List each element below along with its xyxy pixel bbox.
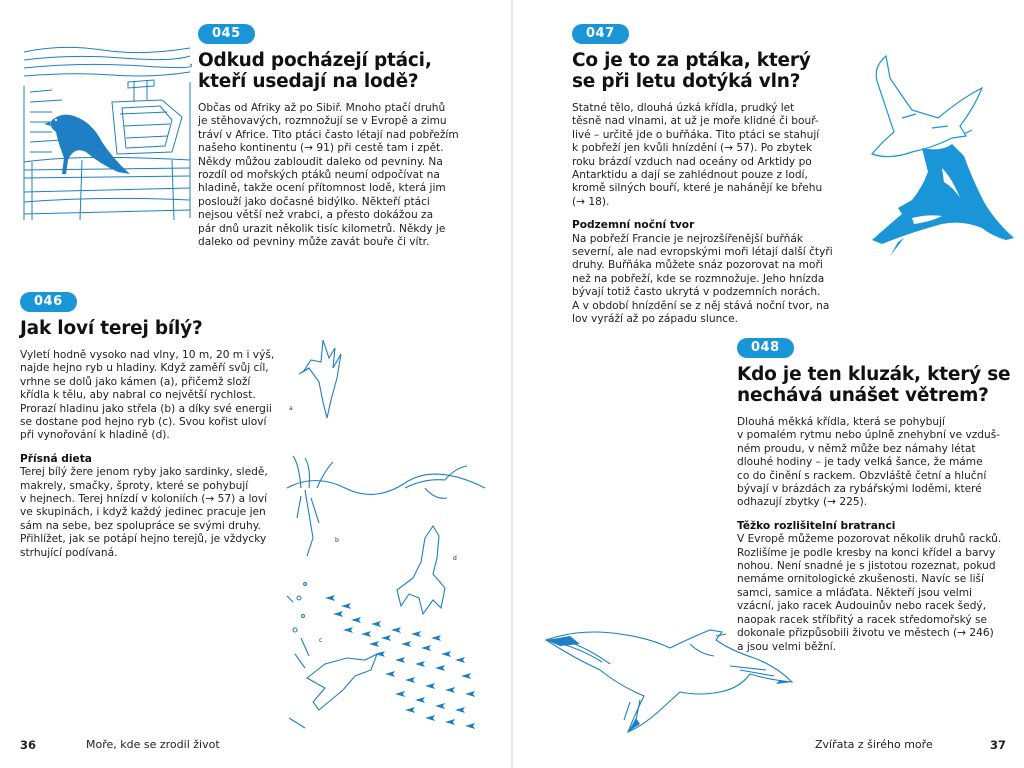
- subsection-heading: Přísná dieta: [20, 452, 92, 465]
- ship-bird-illustration: [22, 42, 192, 222]
- section-045: [198, 24, 498, 249]
- section-body: Vyletí hodně vysoko nad vlny, 10 m, 20 m i výš, najde hejno ryb u hladiny. Když zaměří svůj cíl, vrhne se dolů jako kámen (a), přičemž složí křídla k tělu, aby nabral co největší rychlost. Prorazí hladinu jako střela (b) a díky své energii se dostane pod hejno ryb (c). Svou kořist uloví při vynořování k hladině (d).: [20, 349, 275, 442]
- section-047: [572, 24, 842, 327]
- question-title: Co je to za ptáka, který se při letu dotýká vln?: [572, 50, 811, 92]
- page-number-left: 36: [20, 738, 37, 752]
- subsection-heading: Těžko rozlišitelní bratranci: [737, 519, 896, 532]
- gull-illustration: [540, 608, 800, 738]
- subsection-body: V Evropě můžeme pozorovat několik druhů racků. Rozlišíme je podle kresby na konci křídel a barvy nohou. Není snadné je s jistotou rozeznat, pokud nemáme ornitologické zkušenosti. Navíc se liší samci, samice a mláďata. Někteří jsou velmi vzácní, jako racek Audouinův nebo racek šedý, naopak racek stříbřitý a racek středomořský se dokonale přizpůsobili životu ve městech (→ 246) a jsou velmi běžní.: [737, 533, 1002, 653]
- subsection-body: Terej bílý žere jenom ryby jako sardinky, sledě, makrely, smačky, šproty, které se pohybují v hejnech. Terej hnízdí v koloniích (→ 57) a loví ve skupinách, i když každý jedinec pracuje jen sám na sebe, bez spolupráce se svými druhy. Přihlížet, jak se potápí hejno terejů, je vždycky strhující podívaná.: [20, 466, 268, 559]
- section-body: Občas od Afriky až po Sibiř. Mnoho ptačí druhů je stěhovavých, rozmnožují se v Evropě a zimu tráví v Africe. Tito ptáci často létají nad pobřežím našeho kontinentu (→ 91) při cestě tam i zpět. Někdy můžou zabloudit daleko od pevniny. Na rozdíl od mořských ptáků neumí odpočívat na hladině, takže ocení přítomnost lodě, která jim poslouží jako dočasné bidýlko. Někteří ptáci nejsou větší než vrabci, a přesto dokážou za pár dnů urazit několik tisíc kilometrů. Někdy je daleko od pevniny může zavát bouře či vítr.: [198, 102, 459, 249]
- section-body: Statné tělo, dlouhá úzká křídla, prudký let těsně nad vlnami, at už je moře klidné či bouř- livé – určitě jde o buřňáka. Tito ptáci se stahují k pobřeží jen kvůli hnízdění (→ 57). Po zbytek roku brázdí vzduch nad oceány od Arktidy po Antarktidu a dají se zahlédnout pouze z lodí, kromě silných bouří, které je nahánějí ke břehu (→ 18).: [572, 102, 823, 208]
- diagram-label-c: c: [319, 637, 323, 644]
- question-title: Odkud pocházejí ptáci, kteří usedají na lodě?: [198, 50, 432, 92]
- section-number-badge: 047: [572, 24, 629, 44]
- subsection-heading: Podzemní noční tvor: [572, 219, 695, 232]
- running-title-left: Moře, kde se zrodil život: [86, 738, 220, 751]
- section-number-badge: 046: [20, 292, 77, 312]
- page-number-right: 37: [990, 738, 1007, 752]
- gannet-hunting-illustration: [285, 338, 490, 738]
- page-gutter: [511, 0, 513, 768]
- running-title-right: Zvířata z širého moře: [815, 738, 933, 751]
- diagram-label-a: a: [289, 405, 293, 412]
- question-title: Kdo je ten kluzák, který se nechává unášet větrem?: [737, 364, 1011, 406]
- diagram-label-d: d: [453, 555, 457, 562]
- question-title: Jak loví terej bílý?: [20, 318, 203, 339]
- diagram-label-b: b: [335, 537, 339, 544]
- section-046: [20, 292, 280, 560]
- petrel-illustration: [842, 48, 1022, 258]
- section-048: [737, 338, 1012, 654]
- subsection-body: Na pobřeží Francie je nejrozšířenější buřňák severní, ale nad evropskými moři létají další čtyři druhy. Buřňáka můžete snáz pozorovat na moři než na pobřeží, kde se rozmnožuje. Jeho hnízda bývají totiž často ukrytá v podzemních norách. A v období hnízdění se z něj stává noční tvor, na lov vyráží až po západu slunce.: [572, 232, 833, 326]
- section-number-badge: 045: [198, 24, 255, 44]
- section-number-badge: 048: [737, 338, 794, 358]
- section-body: Dlouhá měkká křídla, která se pohybují v pomalém rytmu nebo úplně znehybní ve vzduš- ném proudu, v němž může bez námahy létat dlouhé hodiny – je tady velká šance, že máme co do činění s rackem. Obzvláště četní a hluční bývají v brázdách za rybářskými loděmi, které odhazují zbytky (→ 225).: [737, 416, 1001, 509]
